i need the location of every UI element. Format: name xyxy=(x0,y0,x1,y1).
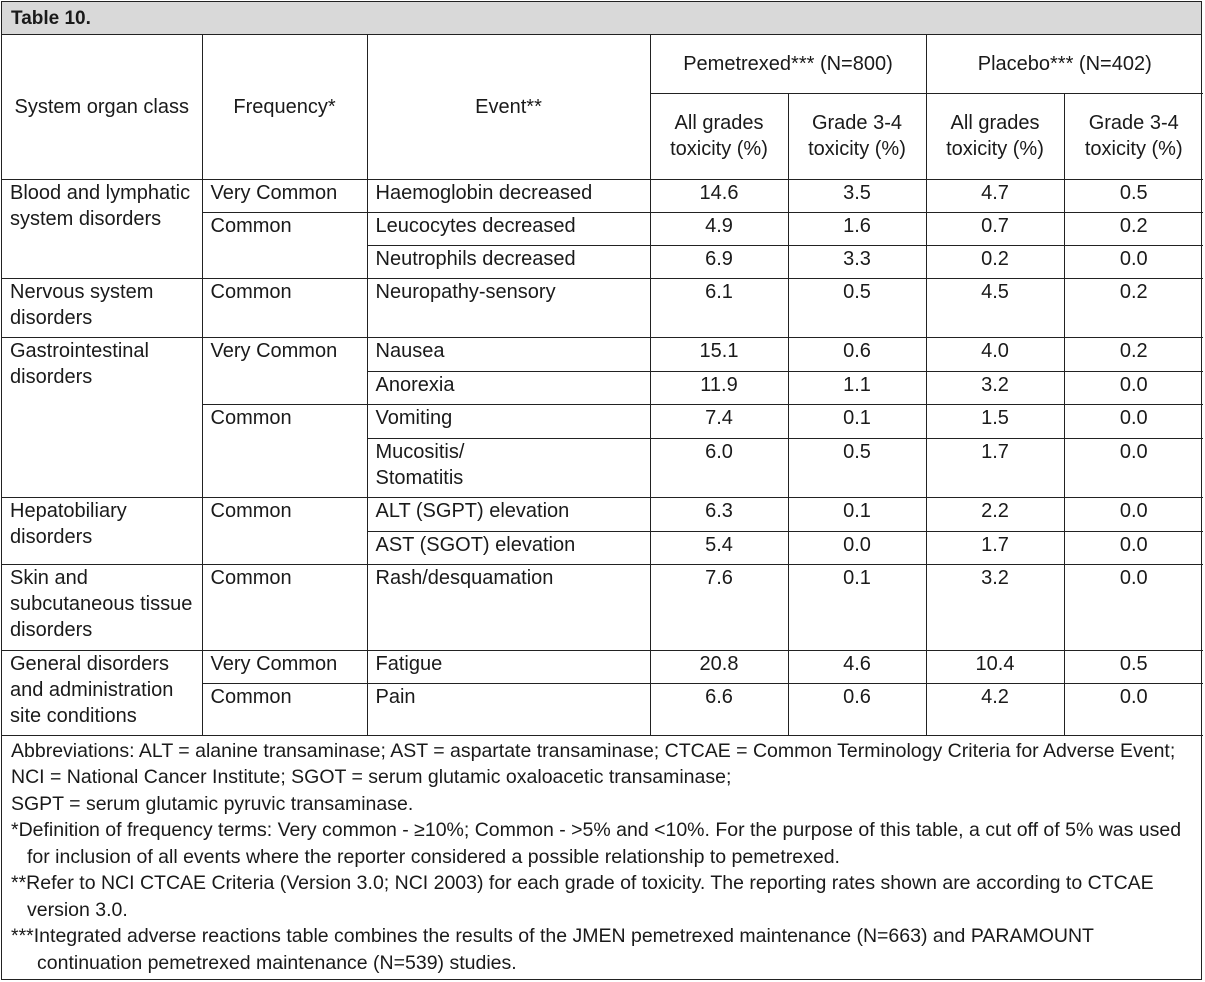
frequency-cell: Very Common xyxy=(202,650,367,683)
value-cell-pla-g34: 0.0 xyxy=(1064,531,1203,564)
organ-class-cell: Hepatobiliary disorders xyxy=(2,497,202,564)
table-row xyxy=(2,497,1203,531)
value-cell-pem-all: 20.8 xyxy=(650,650,788,683)
event-cell: Anorexia xyxy=(367,371,650,404)
frequency-cell: Common xyxy=(202,683,367,735)
header-pem-all-grades: All grades toxicity (%) xyxy=(650,93,788,179)
header-pla-grade34: Grade 3-4 toxicity (%) xyxy=(1064,93,1203,179)
value-cell-pla-all: 3.2 xyxy=(926,564,1064,650)
event-cell: Haemoglobin decreased xyxy=(367,179,650,212)
header-event: Event** xyxy=(367,35,650,179)
value-cell-pla-all: 3.2 xyxy=(926,371,1064,404)
value-cell-pem-g34: 3.3 xyxy=(788,245,926,278)
value-cell-pla-all: 1.5 xyxy=(926,404,1064,438)
footnotes xyxy=(2,736,1201,977)
value-cell-pem-g34: 0.1 xyxy=(788,404,926,438)
event-cell: Neutrophils decreased xyxy=(367,245,650,278)
value-cell-pem-all: 6.6 xyxy=(650,683,788,735)
table-row xyxy=(2,179,1203,212)
value-cell-pem-g34: 0.0 xyxy=(788,531,926,564)
value-cell-pem-g34: 4.6 xyxy=(788,650,926,683)
event-cell: AST (SGOT) elevation xyxy=(367,531,650,564)
organ-class-cell: Nervous system disorders xyxy=(2,278,202,337)
value-cell-pla-g34: 0.0 xyxy=(1064,404,1203,438)
value-cell-pla-g34: 0.0 xyxy=(1064,371,1203,404)
table-body xyxy=(2,179,1203,735)
value-cell-pla-all: 4.5 xyxy=(926,278,1064,337)
footnote-abbreviations-cont: SGPT = serum glutamic pyruvic transaminase. xyxy=(11,792,414,815)
table-row xyxy=(2,564,1203,650)
header-pla-all-grades: All grades toxicity (%) xyxy=(926,93,1064,179)
value-cell-pem-g34: 0.1 xyxy=(788,564,926,650)
organ-class-cell: Skin and subcutaneous tissue disorders xyxy=(2,564,202,650)
value-cell-pla-g34: 0.0 xyxy=(1064,245,1203,278)
value-cell-pem-all: 7.6 xyxy=(650,564,788,650)
value-cell-pem-g34: 0.6 xyxy=(788,683,926,735)
organ-class-cell: Gastrointestinal disorders xyxy=(2,337,202,497)
value-cell-pla-all: 4.7 xyxy=(926,179,1064,212)
value-cell-pem-all: 5.4 xyxy=(650,531,788,564)
event-cell: Fatigue xyxy=(367,650,650,683)
table-container xyxy=(1,1,1202,980)
value-cell-pem-all: 14.6 xyxy=(650,179,788,212)
value-cell-pla-all: 2.2 xyxy=(926,497,1064,531)
event-cell: Vomiting xyxy=(367,404,650,438)
value-cell-pem-g34: 0.5 xyxy=(788,278,926,337)
value-cell-pla-g34: 0.0 xyxy=(1064,497,1203,531)
value-cell-pem-all: 11.9 xyxy=(650,371,788,404)
value-cell-pla-g34: 0.2 xyxy=(1064,278,1203,337)
value-cell-pem-all: 4.9 xyxy=(650,212,788,245)
header-frequency: Frequency* xyxy=(202,35,367,179)
frequency-cell: Common xyxy=(202,497,367,564)
header-pemetrexed: Pemetrexed*** (N=800) xyxy=(650,35,926,93)
footnote-ctcae: **Refer to NCI CTCAE Criteria (Version 3.0; NCI 2003) for each grade of toxicity. The reporting rates shown are according to CTCAE version 3.0. xyxy=(11,872,1154,921)
frequency-cell: Very Common xyxy=(202,179,367,212)
value-cell-pla-g34: 0.0 xyxy=(1064,683,1203,735)
value-cell-pla-g34: 0.2 xyxy=(1064,337,1203,371)
frequency-cell: Common xyxy=(202,278,367,337)
value-cell-pla-all: 0.7 xyxy=(926,212,1064,245)
value-cell-pem-g34: 1.6 xyxy=(788,212,926,245)
table-title: Table 10. xyxy=(2,2,1201,35)
value-cell-pem-g34: 3.5 xyxy=(788,179,926,212)
frequency-cell: Very Common xyxy=(202,337,367,404)
value-cell-pla-all: 1.7 xyxy=(926,438,1064,497)
value-cell-pla-g34: 0.2 xyxy=(1064,212,1203,245)
value-cell-pem-g34: 0.1 xyxy=(788,497,926,531)
value-cell-pla-all: 10.4 xyxy=(926,650,1064,683)
header-pem-grade34: Grade 3-4 toxicity (%) xyxy=(788,93,926,179)
value-cell-pem-all: 6.9 xyxy=(650,245,788,278)
header-placebo: Placebo*** (N=402) xyxy=(926,35,1203,93)
organ-class-cell: Blood and lymphatic system disorders xyxy=(2,179,202,278)
value-cell-pla-all: 0.2 xyxy=(926,245,1064,278)
organ-class-cell: General disorders and administration site conditions xyxy=(2,650,202,735)
value-cell-pem-all: 6.3 xyxy=(650,497,788,531)
event-cell: Nausea xyxy=(367,337,650,371)
adverse-reactions-table xyxy=(2,35,1203,736)
event-cell: Rash/desquamation xyxy=(367,564,650,650)
value-cell-pem-g34: 0.5 xyxy=(788,438,926,497)
value-cell-pla-all: 1.7 xyxy=(926,531,1064,564)
value-cell-pla-g34: 0.0 xyxy=(1064,438,1203,497)
table-row xyxy=(2,278,1203,337)
value-cell-pla-g34: 0.5 xyxy=(1064,650,1203,683)
value-cell-pla-all: 4.2 xyxy=(926,683,1064,735)
frequency-cell: Common xyxy=(202,564,367,650)
value-cell-pla-g34: 0.0 xyxy=(1064,564,1203,650)
value-cell-pla-g34: 0.5 xyxy=(1064,179,1203,212)
frequency-cell: Common xyxy=(202,212,367,278)
frequency-cell: Common xyxy=(202,404,367,497)
value-cell-pem-all: 7.4 xyxy=(650,404,788,438)
footnote-integrated: ***Integrated adverse reactions table combines the results of the JMEN pemetrexed maintenance (N=663) and PARAMOUNT continuation pemetrexed maintenance (N=539) studies. xyxy=(11,925,1094,974)
event-cell: Mucositis/ Stomatitis xyxy=(367,438,650,497)
value-cell-pem-all: 6.0 xyxy=(650,438,788,497)
event-cell: Leucocytes decreased xyxy=(367,212,650,245)
table-row xyxy=(2,337,1203,371)
footnote-abbreviations: Abbreviations: ALT = alanine transaminase; AST = aspartate transaminase; CTCAE = Common Terminology Criteria for Adverse Event; NCI = National Cancer Institute; SGOT = serum glutamic oxaloacetic transaminase; xyxy=(11,739,1176,788)
header-system-organ-class: System organ class xyxy=(2,35,202,179)
value-cell-pem-g34: 1.1 xyxy=(788,371,926,404)
footnote-frequency: *Definition of frequency terms: Very common - ≥10%; Common - >5% and <10%. For the purpose of this table, a cut off of 5% was used for inclusion of all events where the reporter considered a possible relationship to pemetrexed. xyxy=(11,819,1182,868)
value-cell-pem-all: 6.1 xyxy=(650,278,788,337)
table-row xyxy=(2,650,1203,683)
event-cell: Pain xyxy=(367,683,650,735)
value-cell-pem-g34: 0.6 xyxy=(788,337,926,371)
event-cell: ALT (SGPT) elevation xyxy=(367,497,650,531)
event-cell: Neuropathy-sensory xyxy=(367,278,650,337)
value-cell-pem-all: 15.1 xyxy=(650,337,788,371)
value-cell-pla-all: 4.0 xyxy=(926,337,1064,371)
